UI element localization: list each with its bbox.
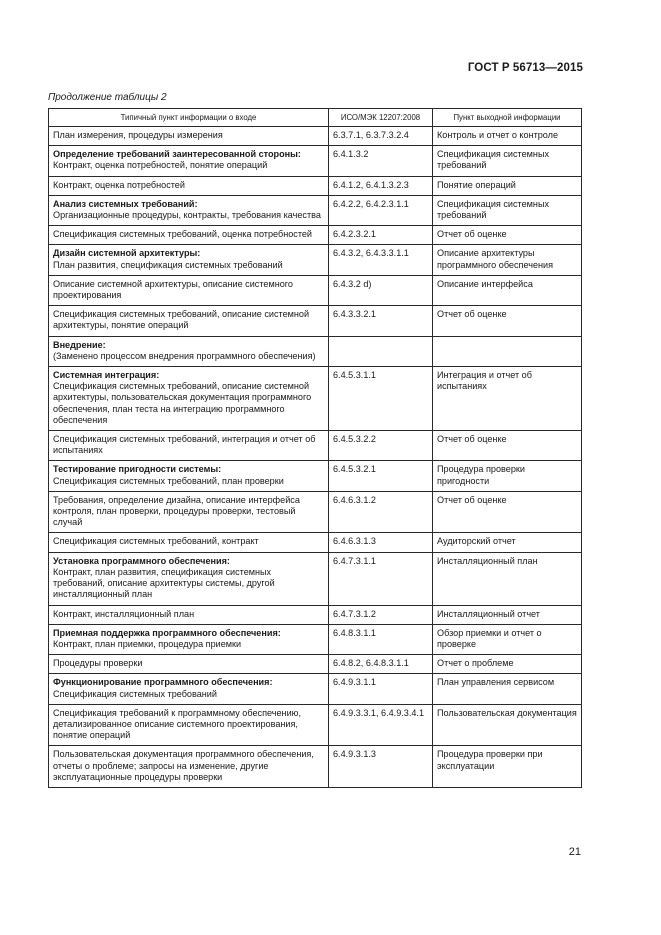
standard-clause-cell: 6.4.8.2, 6.4.8.3.1.1 [329,655,433,674]
output-info-cell: Отчет об оценке [433,306,582,336]
table-row [49,552,582,605]
standard-clause-cell: 6.4.9.3.1.3 [329,746,433,788]
input-info-cell [49,552,329,605]
input-info-cell [49,431,329,461]
table-row [49,367,582,431]
output-info-cell: Процедура проверки пригодности [433,461,582,491]
output-info-cell: Обзор приемки и отчет о проверке [433,624,582,654]
input-info-cell [49,605,329,624]
standard-clause-cell: 6.4.2.2, 6.4.2.3.1.1 [329,195,433,225]
table-header [49,109,582,127]
table-row [49,674,582,704]
process-title: Установка программного обеспечения: [53,555,230,566]
table-row [49,491,582,533]
input-info-text: Контракт, план развития, спецификация системных требований, описание архитектуры системы, другой инсталляционный план [53,566,275,600]
process-title: Приемная поддержка программного обеспечения: [53,627,281,638]
table-row [49,127,582,146]
input-info-text: Процедуры проверки [53,658,143,669]
page-number: 21 [568,846,581,858]
document-code: ГОСТ Р 56713—2015 [467,62,583,74]
input-info-cell [49,367,329,431]
standard-clause-cell: 6.4.3.2, 6.4.3.3.1.1 [329,245,433,275]
table-row [49,704,582,746]
input-info-cell [49,245,329,275]
input-info-cell [49,127,329,146]
standard-clause-cell: 6.4.5.3.2.1 [329,461,433,491]
output-info-cell: Интеграция и отчет об испытаниях [433,367,582,431]
standard-clause-cell: 6.4.5.3.2.2 [329,431,433,461]
table-row [49,195,582,225]
input-info-cell [49,746,329,788]
input-info-cell [49,195,329,225]
output-info-cell: Контроль и отчет о контроле [433,127,582,146]
table-row [49,275,582,305]
process-title: Тестирование пригодности системы: [53,464,222,475]
table-row [49,245,582,275]
input-info-cell [49,624,329,654]
table-row [49,461,582,491]
standard-clause-cell: 6.4.9.3.3.1, 6.4.9.3.4.1 [329,704,433,746]
input-info-cell [49,146,329,176]
table-header-row [49,109,582,127]
input-info-text: Спецификация системных требований, план проверки [53,475,284,486]
table-body [49,127,582,788]
output-info-cell [433,336,582,366]
process-title: Определение требований заинтересованной стороны: [53,149,301,160]
standard-clause-cell: 6.3.7.1, 6.3.7.3.2.4 [329,127,433,146]
standard-clause-cell: 6.4.7.3.1.1 [329,552,433,605]
table-row [49,533,582,552]
table-row [49,746,582,788]
column-header-input: Типичный пункт информации о входе [49,109,329,127]
process-title: Дизайн системной архитектуры: [53,248,201,259]
standard-clause-cell: 6.4.5.3.1.1 [329,367,433,431]
standard-clause-cell: 6.4.3.2 d) [329,275,433,305]
input-info-text: Контракт, план приемки, процедура приемки [53,638,242,649]
io-mapping-table [48,108,582,788]
input-info-text: Спецификация системных требований, интеграция и отчет об испытаниях [53,434,316,456]
standard-clause-cell [329,336,433,366]
standard-clause-cell: 6.4.6.3.1.2 [329,491,433,533]
output-info-cell: Пользовательская документация [433,704,582,746]
input-info-text: Спецификация системных требований, контракт [53,536,259,547]
standard-clause-cell: 6.4.6.3.1.3 [329,533,433,552]
standard-clause-cell: 6.4.9.3.1.1 [329,674,433,704]
input-info-cell [49,275,329,305]
standard-clause-cell: 6.4.1.3.2 [329,146,433,176]
input-info-text: Спецификация системных требований, описание системной архитектуры, понятие операций [53,309,310,331]
input-info-cell [49,461,329,491]
output-info-cell: Отчет об оценке [433,226,582,245]
input-info-cell [49,704,329,746]
column-header-output: Пункт выходной информации [433,109,582,127]
input-info-text: Пользовательская документация программного обеспечения, отчеты о проблеме; запросы на изменение, другие эксплуатационные процедуры проверки [53,749,314,782]
input-info-cell [49,306,329,336]
input-info-cell [49,336,329,366]
table-row [49,605,582,624]
input-info-cell [49,674,329,704]
output-info-cell: Инсталляционный отчет [433,605,582,624]
input-info-text: План измерения, процедуры измерения [53,130,223,140]
input-info-text: Организационные процедуры, контракты, требования качества [53,210,321,221]
output-info-cell: План управления сервисом [433,674,582,704]
table-row [49,226,582,245]
input-info-cell [49,491,329,533]
table-row [49,624,582,654]
process-title: Функционирование программного обеспечения: [53,677,273,688]
table-row [49,336,582,366]
input-info-cell [49,655,329,674]
output-info-cell: Отчет о проблеме [433,655,582,674]
output-info-cell: Спецификация системных требований [433,195,582,225]
standard-clause-cell: 6.4.2.3.2.1 [329,226,433,245]
output-info-cell: Описание архитектуры программного обеспечения [433,245,582,275]
column-header-standard: ИСО/МЭК 12207:2008 [329,109,433,127]
input-info-text: План развития, спецификация системных требований [53,259,283,270]
process-title: Внедрение: [53,339,106,350]
table-row [49,431,582,461]
input-info-text: Спецификация требований к программному обеспечению, детализированное описание системного проектирования, понятие операций [53,707,301,741]
input-info-cell [49,176,329,195]
output-info-cell: Описание интерфейса [433,275,582,305]
input-info-text: Спецификация системных требований [53,688,217,699]
input-info-cell [49,226,329,245]
standard-clause-cell: 6.4.8.3.1.1 [329,624,433,654]
input-info-text: Спецификация системных требований, оценка потребностей [53,229,313,240]
input-info-text: Контракт, инсталляционный план [53,608,195,619]
input-info-text: Спецификация системных требований, описание системной архитектуры, пользовательская документация программного обеспечения, план теста на интеграцию программного обеспечения [53,381,312,425]
table-row [49,655,582,674]
input-info-text: Описание системной архитектуры, описание системного проектирования [53,278,293,301]
table-caption: Продолжение таблицы 2 [48,92,167,103]
output-info-cell: Спецификация системных требований [433,146,582,176]
input-info-cell [49,533,329,552]
input-info-text: Контракт, оценка потребностей, понятие операций [53,160,268,171]
process-title: Системная интеграция: [53,370,160,381]
input-info-text: Требования, определение дизайна, описание интерфейса контроля, план проверки, процедуры проверки, тестовый случай [53,494,300,528]
input-info-text: (Заменено процессом внедрения программного обеспечения) [53,350,316,361]
standard-clause-cell: 6.4.7.3.1.2 [329,605,433,624]
input-info-text: Контракт, оценка потребностей [53,179,185,190]
standard-clause-cell: 6.4.3.3.2.1 [329,306,433,336]
table-row [49,146,582,176]
table-row [49,306,582,336]
table-row [49,176,582,195]
output-info-cell: Отчет об оценке [433,431,582,461]
output-info-cell: Отчет об оценке [433,491,582,533]
output-info-cell: Понятие операций [433,176,582,195]
output-info-cell: Аудиторский отчет [433,533,582,552]
standard-clause-cell: 6.4.1.2, 6.4.1.3.2.3 [329,176,433,195]
process-title: Анализ системных требований: [53,198,198,209]
output-info-cell: Инсталляционный план [433,552,582,605]
output-info-cell: Процедура проверки при эксплуатации [433,746,582,788]
